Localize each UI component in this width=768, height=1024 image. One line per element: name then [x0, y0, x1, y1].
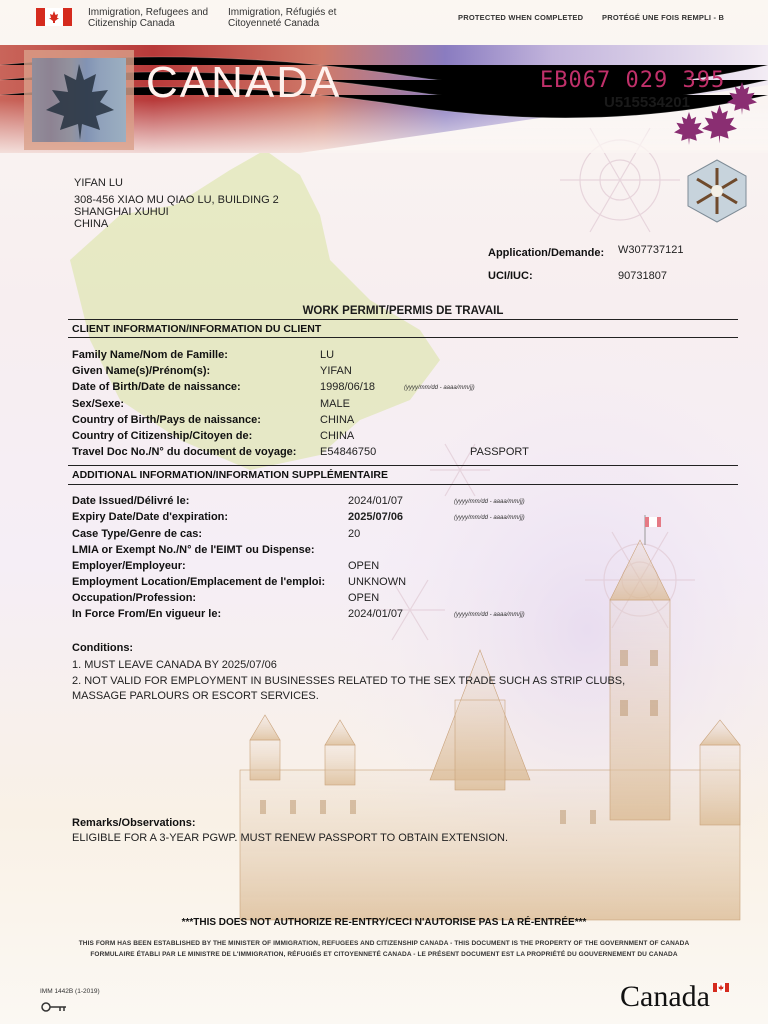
protected-en: PROTECTED WHEN COMPLETED: [458, 13, 584, 22]
dept-en-line1: Immigration, Refugees and: [88, 7, 209, 18]
department-name-fr: [228, 7, 336, 29]
condition-2: 2. NOT VALID FOR EMPLOYMENT IN BUSINESSES RELATED TO THE SEX TRADE SUCH AS STRIP CLUBS,: [72, 675, 626, 687]
divider: [68, 319, 738, 320]
case-type-value: 20: [348, 528, 361, 540]
citizenship-value: CHINA: [320, 430, 355, 442]
field-label: Occupation/Profession:: [72, 592, 197, 604]
client-info-heading: CLIENT INFORMATION/INFORMATION DU CLIENT: [72, 323, 322, 335]
field-label: Family Name/Nom de Famille:: [72, 349, 228, 361]
field-label: Date of Birth/Date de naissance:: [72, 381, 241, 393]
field-label: Country of Citizenship/Citoyen de:: [72, 430, 253, 442]
field-label: Expiry Date/Date d'expiration:: [72, 511, 229, 523]
date-issued-value: 2024/01/07: [348, 495, 404, 507]
uci-code: U515534201: [604, 94, 690, 111]
remarks-heading: Remarks/Observations:: [72, 817, 196, 829]
form-code: IMM 1442B (1-2019): [40, 988, 100, 995]
dept-fr-line1: Immigration, Réfugiés et: [228, 7, 337, 18]
given-name-value: YIFAN: [320, 365, 352, 377]
canada-wordmark: Canada: [620, 980, 710, 1013]
address-line3: CHINA: [74, 218, 109, 230]
sex-value: MALE: [320, 398, 350, 410]
dept-fr-line2: Citoyenneté Canada: [228, 18, 320, 29]
field-label: Given Name(s)/Prénom(s):: [72, 365, 211, 377]
document-serial-number: EB067 029 395: [540, 68, 726, 93]
recipient-address: [74, 177, 279, 230]
dept-en-line2: Citizenship Canada: [88, 18, 175, 29]
hologram-maple-leaf-icon: [24, 50, 134, 150]
additional-info-heading: ADDITIONAL INFORMATION/INFORMATION SUPPLÉMENTAIRE: [72, 469, 388, 481]
document-title: WORK PERMIT/PERMIS DE TRAVAIL: [302, 305, 504, 317]
divider: [68, 465, 738, 466]
canada-flag-icon: [36, 8, 72, 26]
remarks-text: ELIGIBLE FOR A 3-YEAR PGWP. MUST RENEW PASSPORT TO OBTAIN EXTENSION.: [72, 832, 509, 844]
condition-2-cont: MASSAGE PARLOURS OR ESCORT SERVICES.: [72, 690, 319, 702]
expiry-date-value: 2025/07/06: [348, 511, 404, 523]
in-force-value: 2024/01/07: [348, 608, 404, 620]
travel-doc-type: PASSPORT: [470, 446, 529, 458]
application-label: Application/Demande:: [488, 247, 605, 259]
snowflake-badge-icon: [684, 158, 750, 224]
address-line2: SHANGHAI XUHUI: [74, 206, 169, 218]
legal-notice-en: THIS FORM HAS BEEN ESTABLISHED BY THE MINISTER OF IMMIGRATION, REFUGEES AND CITIZENSHIP CANADA - THIS DOCUMENT IS THE PROPERTY OF THE GOVERNMENT OF CANADA: [78, 940, 690, 947]
address-line1: 308-456 XIAO MU QIAO LU, BUILDING 2: [74, 194, 279, 206]
condition-1: 1. MUST LEAVE CANADA BY 2025/07/06: [72, 659, 277, 671]
field-label: LMIA or Exempt No./N° de l'EIMT ou Dispense:: [72, 544, 315, 556]
wordmark-flag-icon: [713, 983, 729, 992]
maple-leaves-icon: [672, 80, 762, 150]
divider: [68, 484, 738, 485]
reentry-notice: ***THIS DOES NOT AUTHORIZE RE-ENTRY/CECI N'AUTORISE PAS LA RÉ-ENTRÉE***: [181, 917, 587, 928]
field-label: Employment Location/Emplacement de l'emploi:: [72, 576, 326, 588]
dob-value: 1998/06/18: [320, 381, 376, 393]
date-format-hint: (yyyy/mm/dd - aaaa/mm/jj): [454, 499, 525, 505]
application-number: W307737121: [618, 244, 684, 256]
field-label: Sex/Sexe:: [72, 398, 124, 410]
field-label: Case Type/Genre de cas:: [72, 528, 203, 540]
family-name-value: LU: [320, 349, 335, 361]
uci-number: 90731807: [618, 270, 667, 282]
employment-location-value: UNKNOWN: [348, 576, 407, 588]
field-label: Country of Birth/Pays de naissance:: [72, 414, 261, 426]
date-format-hint: (yyyy/mm/dd - aaaa/mm/jj): [454, 612, 525, 618]
divider: [68, 337, 738, 338]
legal-notice-fr: FORMULAIRE ÉTABLI PAR LE MINISTRE DE L'IMMIGRATION, RÉFUGIÉS ET CITOYENNETÉ CANADA - LE PRÉSENT DOCUMENT EST LA PROPRIÉTÉ DU GOUVERNEMENT DU CANADA: [90, 951, 678, 958]
field-label: In Force From/En vigueur le:: [72, 608, 222, 620]
uci-label: UCI/IUC:: [488, 270, 533, 282]
employer-value: OPEN: [348, 560, 380, 572]
field-label: Travel Doc No./N° du document de voyage:: [72, 446, 297, 458]
field-label: Employer/Employeur:: [72, 560, 186, 572]
field-label: Date Issued/Délivré le:: [72, 495, 190, 507]
date-format-hint: (yyyy/mm/dd - aaaa/mm/jj): [404, 385, 475, 391]
recipient-name: YIFAN LU: [74, 177, 123, 189]
date-format-hint: (yyyy/mm/dd - aaaa/mm/jj): [454, 515, 525, 521]
country-birth-value: CHINA: [320, 414, 355, 426]
conditions-heading: Conditions:: [72, 642, 134, 654]
key-icon: [40, 1000, 68, 1014]
travel-doc-value: E54846750: [320, 446, 377, 458]
occupation-value: OPEN: [348, 592, 380, 604]
banner-country-title: CANADA: [146, 58, 342, 107]
department-name-en: [88, 7, 208, 29]
protected-fr: PROTÉGÉ UNE FOIS REMPLI - B: [602, 13, 725, 22]
